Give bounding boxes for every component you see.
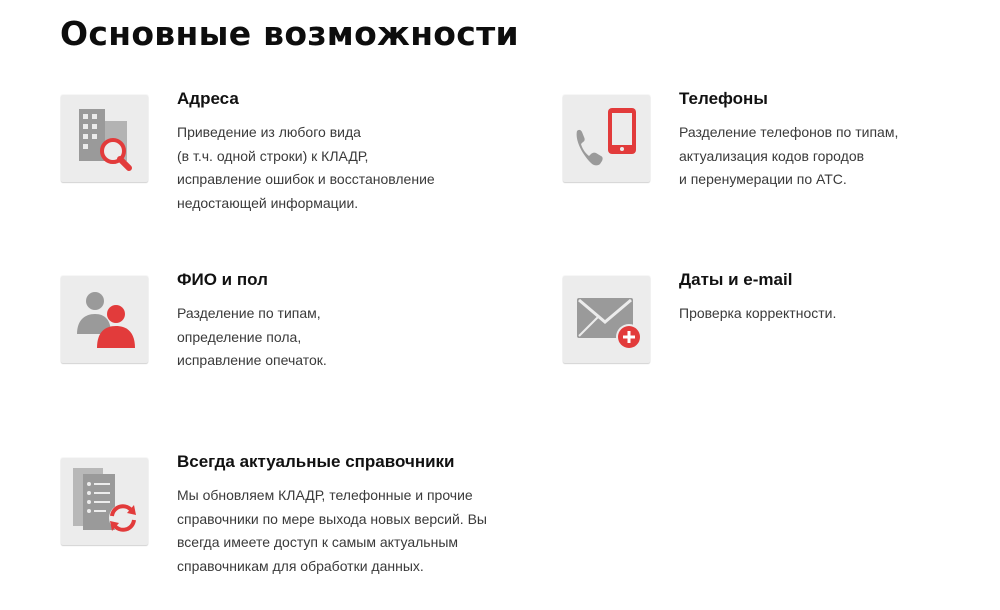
description-line: (в т.ч. одной строки) к КЛАДР, [177,147,369,164]
phone-icon [563,95,650,182]
mail-add-icon [563,276,650,363]
icon-tile [563,95,650,182]
description-line: Мы обновляем КЛАДР, телефонные и прочие [177,487,473,503]
users-icon [61,276,148,363]
description-line: всегда имеете доступ к самым актуальным [177,534,459,550]
feature-dates-email [563,270,1000,406]
feature-reference-books [61,452,501,588]
description-line: справочники по мере выхода новых версий. Вы [177,510,487,527]
description-line: недостающей информации. [177,194,359,211]
documents-refresh-icon [61,458,148,545]
page-title: Основные возможности [60,14,519,53]
feature-description [679,302,1000,326]
feature-description [177,484,557,578]
feature-description [177,302,557,373]
feature-title: Телефоны [679,89,768,108]
icon-tile [61,95,148,182]
building-search-icon [61,95,148,182]
feature-addresses [61,89,501,225]
icon-tile [563,276,650,363]
icon-tile [61,458,148,545]
description-line: исправление ошибок и восстановление [177,171,435,187]
description-line: Разделение телефонов по типам, [679,124,899,140]
feature-description [679,121,1000,192]
description-line: Разделение по типам, [177,305,321,321]
description-line: справочникам для обработки данных. [177,557,424,574]
description-line: актуализация кодов городов [679,147,865,164]
description-line: Проверка корректности. [679,305,837,321]
feature-names [61,270,501,406]
description-line: Приведение из любого вида [177,124,361,140]
feature-title: Адреса [177,89,239,108]
description-line: исправление опечаток. [177,352,327,368]
description-line: определение пола, [177,328,302,345]
feature-title: Всегда актуальные справочники [177,452,455,471]
description-line: и перенумерации по АТС. [679,171,847,187]
feature-phones [563,89,1000,225]
feature-title: ФИО и пол [177,270,268,289]
feature-title: Даты и e-mail [679,270,793,289]
feature-description [177,121,557,215]
icon-tile [61,276,148,363]
